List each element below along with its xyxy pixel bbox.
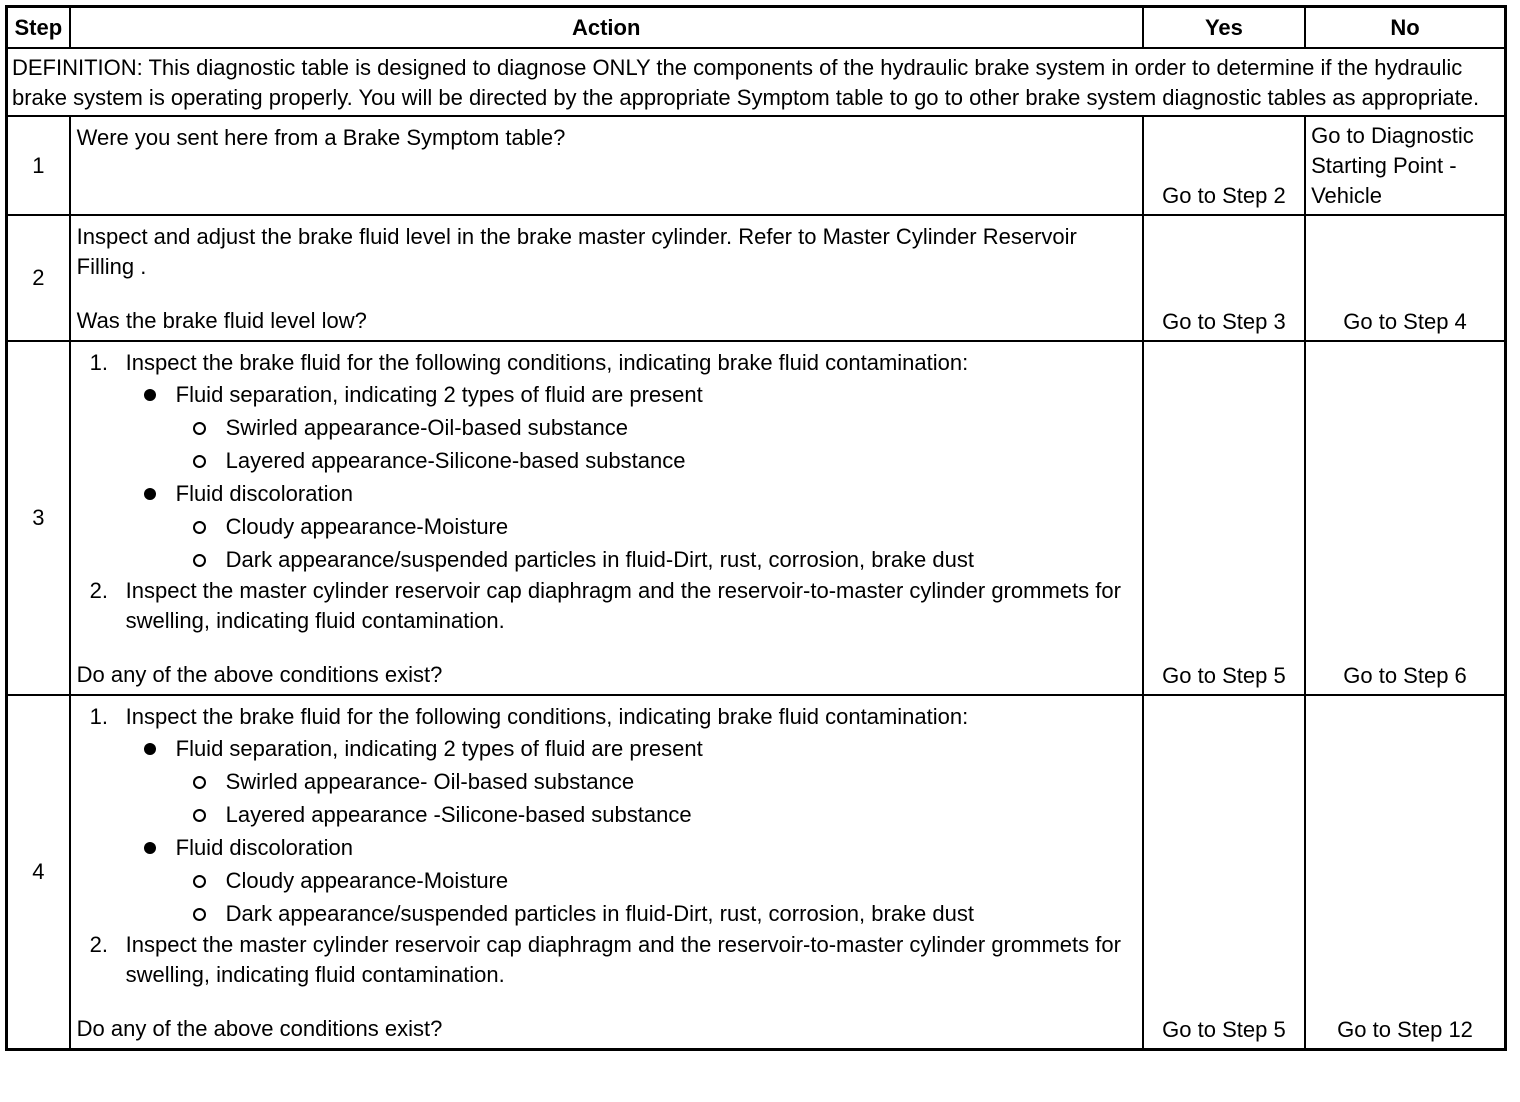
step-number: 2 xyxy=(7,215,70,341)
action-cell xyxy=(70,695,1143,1050)
definition-text: DEFINITION: This diagnostic table is designed to diagnose ONLY the components of the hydraulic brake system in order to determine if the hydraulic brake system is operating properly. You will be directed by the appropriate Symptom table to go to other brake system diagnostic tables as appropriate. xyxy=(7,48,1506,116)
table-row xyxy=(7,116,1506,215)
circle-bullet-icon xyxy=(193,422,206,435)
list-item xyxy=(176,864,1136,897)
item-number: 1. xyxy=(89,704,108,729)
item-number: 2. xyxy=(89,578,108,603)
numbered-list xyxy=(77,348,1136,636)
list-item xyxy=(77,576,1136,636)
no-cell: Go to Step 6 xyxy=(1305,341,1505,695)
instruction-text: Inspect and adjust the brake fluid level in the brake master cylinder. Refer to Master Cylinder Reservoir Filling . xyxy=(76,224,1077,279)
diagnostic-table xyxy=(5,5,1507,1051)
step-number: 4 xyxy=(7,695,70,1050)
list-item xyxy=(176,444,1136,477)
item-number: 1. xyxy=(89,350,108,375)
sub-text: Swirled appearance-Oil-based substance xyxy=(225,415,628,440)
list-item xyxy=(126,378,1136,477)
header-yes: Yes xyxy=(1143,7,1305,49)
circle-bullet-icon xyxy=(193,809,206,822)
table-row xyxy=(7,695,1506,1050)
item-text: Inspect the brake fluid for the following conditions, indicating brake fluid contamination: xyxy=(125,704,969,729)
circle-bullet-icon xyxy=(193,455,206,468)
action-cell xyxy=(70,215,1143,341)
bullet-text: Fluid discoloration xyxy=(175,835,353,860)
list-item xyxy=(126,831,1136,930)
sub-text: Swirled appearance- Oil-based substance xyxy=(225,769,635,794)
list-item xyxy=(176,897,1136,930)
list-item xyxy=(176,765,1136,798)
no-cell: Go to Diagnostic Starting Point - Vehicle xyxy=(1305,116,1505,215)
sub-text: Dark appearance/suspended particles in fluid-Dirt, rust, corrosion, brake dust xyxy=(225,547,974,572)
sub-list xyxy=(176,510,1136,576)
list-item xyxy=(176,543,1136,576)
no-cell: Go to Step 4 xyxy=(1305,215,1505,341)
action-cell xyxy=(70,341,1143,695)
sub-text: Layered appearance-Silicone-based substance xyxy=(225,448,686,473)
question-text: Were you sent here from a Brake Symptom table? xyxy=(76,125,566,150)
question-text: Was the brake fluid level low? xyxy=(76,308,367,333)
bullet-icon xyxy=(144,842,156,854)
header-no: No xyxy=(1305,7,1505,49)
list-item xyxy=(176,411,1136,444)
bullet-text: Fluid separation, indicating 2 types of fluid are present xyxy=(175,736,703,761)
sub-text: Layered appearance -Silicone-based substance xyxy=(225,802,692,827)
list-item xyxy=(77,702,1136,930)
circle-bullet-icon xyxy=(193,521,206,534)
header-action: Action xyxy=(70,7,1143,49)
sub-text: Cloudy appearance-Moisture xyxy=(225,514,509,539)
header-step: Step xyxy=(7,7,70,49)
yes-cell: Go to Step 2 xyxy=(1143,116,1305,215)
header-row xyxy=(7,7,1506,49)
bullet-text: Fluid separation, indicating 2 types of fluid are present xyxy=(175,382,703,407)
bullet-text: Fluid discoloration xyxy=(175,481,353,506)
yes-cell: Go to Step 3 xyxy=(1143,215,1305,341)
sub-text: Cloudy appearance-Moisture xyxy=(225,868,509,893)
sub-list xyxy=(176,765,1136,831)
sub-text: Dark appearance/suspended particles in fluid-Dirt, rust, corrosion, brake dust xyxy=(225,901,974,926)
sub-list xyxy=(176,411,1136,477)
item-text: Inspect the master cylinder reservoir cap diaphragm and the reservoir-to-master cylinder grommets for swelling, indicating fluid contamination. xyxy=(125,932,1121,987)
numbered-list xyxy=(77,702,1136,990)
table-row xyxy=(7,341,1506,695)
bullet-list xyxy=(126,732,1136,930)
step-number: 3 xyxy=(7,341,70,695)
item-text: Inspect the brake fluid for the following conditions, indicating brake fluid contamination: xyxy=(125,350,969,375)
no-cell: Go to Step 12 xyxy=(1305,695,1505,1050)
list-item xyxy=(77,348,1136,576)
sub-list xyxy=(176,864,1136,930)
list-item xyxy=(126,477,1136,576)
bullet-icon xyxy=(144,389,156,401)
circle-bullet-icon xyxy=(193,908,206,921)
definition-row xyxy=(7,48,1506,116)
yes-cell: Go to Step 5 xyxy=(1143,695,1305,1050)
action-cell xyxy=(70,116,1143,215)
circle-bullet-icon xyxy=(193,875,206,888)
list-item xyxy=(176,510,1136,543)
circle-bullet-icon xyxy=(193,776,206,789)
item-text: Inspect the master cylinder reservoir cap diaphragm and the reservoir-to-master cylinder grommets for swelling, indicating fluid contamination. xyxy=(125,578,1121,633)
list-item xyxy=(126,732,1136,831)
circle-bullet-icon xyxy=(193,554,206,567)
step-number: 1 xyxy=(7,116,70,215)
yes-cell: Go to Step 5 xyxy=(1143,341,1305,695)
list-item xyxy=(176,798,1136,831)
bullet-icon xyxy=(144,488,156,500)
bullet-icon xyxy=(144,743,156,755)
item-number: 2. xyxy=(89,932,108,957)
bullet-list xyxy=(126,378,1136,576)
list-item xyxy=(77,930,1136,990)
question-text: Do any of the above conditions exist? xyxy=(76,1016,443,1041)
table-row xyxy=(7,215,1506,341)
question-text: Do any of the above conditions exist? xyxy=(76,662,443,687)
